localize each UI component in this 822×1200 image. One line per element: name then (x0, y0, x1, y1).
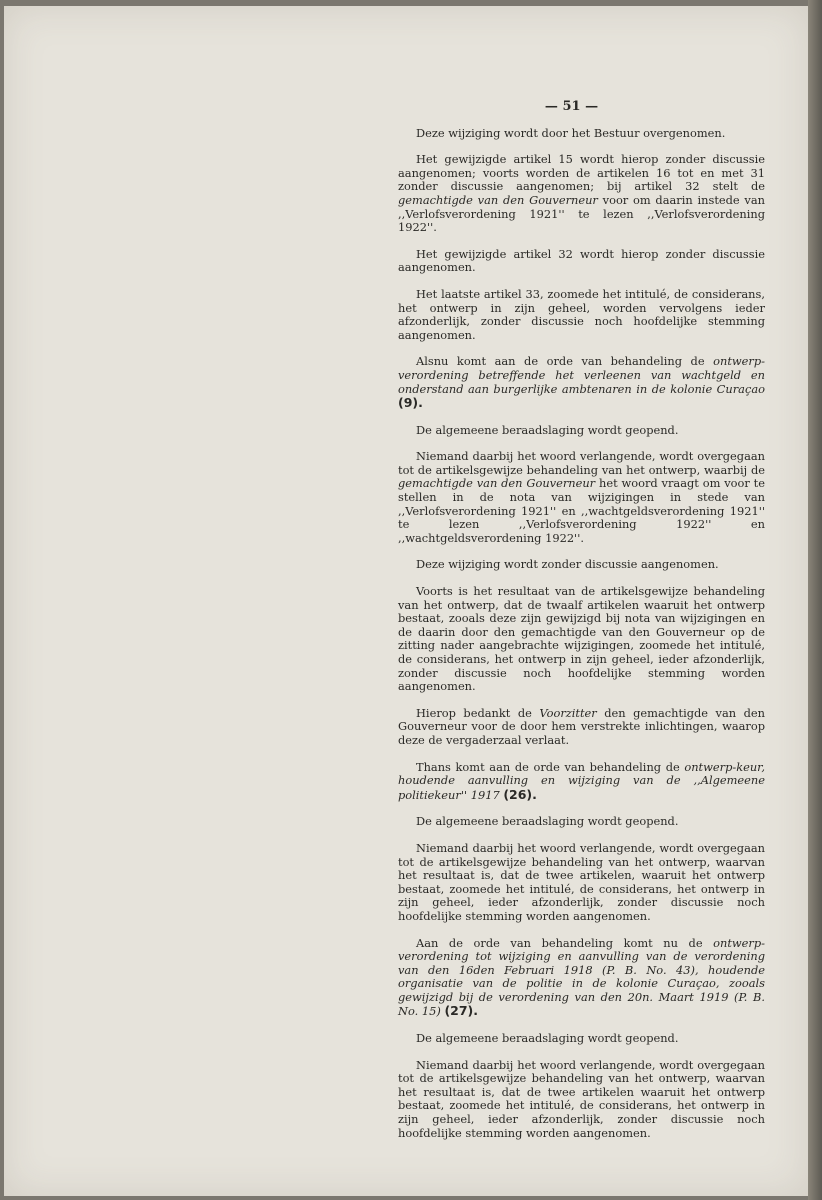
italic-title: ontwerp-verordening tot wijziging en aanvulling van de verordening van den 16den Februari 1918 (P. B. No. 43), houdende organisatie van de politie in de kolonie Curaçao, zooals gewijzigd bij de verordening van den 20n. Maart 1919 (P. B. No. 15) (398, 935, 765, 1019)
item-number: (9). (398, 395, 423, 411)
scan-edge (808, 0, 822, 1200)
paragraph-2: Het gewijzigde artikel 15 wordt hierop zonder discussie aangenomen; voorts worden de artikelen 16 tot en met 31 zonder discussie aangenomen; bij artikel 32 stelt de gemachtigde van den Gouverneur voor om daarin instede van ,,Verlofsverordening 1921'' te lezen ,,Verlofsverordening 1922''. (398, 152, 765, 235)
paragraph-12: De algemeene beraadslaging wordt geopend. (416, 814, 679, 829)
item-number: (26). (503, 786, 537, 802)
paragraph-5: Alsnu komt aan de orde van behandeling de ontwerp-verordening betreffende het verleenen van wachtgeld en onderstand aan burgerlijke ambtenaren in de kolonie Curaçao (9). (398, 354, 765, 411)
italic-title: ontwerp-keur, houdende aanvulling en wijziging van de ,,Algemeene politiekeur'' 1917 (398, 759, 765, 802)
italic-title: ontwerp-verordening betreffende het verleenen van wachtgeld en onderstand aan burgerlijke ambtenaren in de kolonie Curaçao (398, 354, 765, 396)
paragraph-13: Niemand daarbij het woord verlangende, wordt overgegaan tot de artikelsgewijze behandeling van het ontwerp, waarvan het resultaat is, dat de twee artikelen, waaruit het ontwerp bestaat, zoomede het intitulé, de considerans, het ontwerp in zijn geheel, ieder afzonderlijk, zonder discussie noch hoofdelijke stemming worden aangenomen. (398, 840, 765, 923)
paragraph-6: De algemeene beraadslaging wordt geopend. (416, 422, 679, 437)
paragraph-3: Het gewijzigde artikel 32 wordt hierop zonder discussie aangenomen. (398, 246, 765, 275)
paragraph-8: Deze wijziging wordt zonder discussie aangenomen. (416, 557, 719, 572)
paragraph-14: Aan de orde van behandeling komt nu de ontwerp-verordening tot wijziging en aanvulling van de verordening van den 16den Februari 1918 (P. B. No. 43), houdende organisatie van de politie in de kolonie Curaçao, zooals gewijzigd bij de verordening van den 20n. Maart 1919 (P. B. No. 15) (27). (398, 935, 765, 1019)
paragraph-16: Niemand daarbij het woord verlangende, wordt overgegaan tot de artikelsgewijze behandeling van het ontwerp, waarvan het resultaat is, dat de twee artikelen waaruit het ontwerp bestaat, zoomede het intitulé, de considerans, het ontwerp in zijn geheel, ieder afzonderlijk, zonder discussie noch hoofdelijke stemming worden aangenomen. (398, 1057, 765, 1140)
paragraph-15: De algemeene beraadslaging wordt geopend. (416, 1031, 679, 1046)
paragraph-1: Deze wijziging wordt door het Bestuur overgenomen. (416, 125, 726, 140)
italic-phrase: Voorzitter (539, 705, 597, 720)
paragraph-7: Niemand daarbij het woord verlangende, wordt overgegaan tot de artikelsgewijze behandeling van het ontwerp, waarbij de gemachtigde van den Gouverneur het woord vraagt om voor te stellen in de nota van wijzigingen in stede van ,,Verlofsverordening 1921'' en ,,wachtgeldsverordening 1921'' te lezen ,,Verlofsverordening 1922'' en ,,wachtgeldsverordening 1922''. (398, 449, 765, 545)
paragraph-10: Hierop bedankt de Voorzitter den gemachtigde van den Gouverneur voor de door hem verstrekte inlichtingen, waarop deze de vergaderzaal verlaat. (398, 705, 765, 747)
paragraph-11: Thans komt aan de orde van behandeling de ontwerp-keur, houdende aanvulling en wijziging van de ,,Algemeene politiekeur'' 1917 (26). (398, 759, 765, 802)
italic-phrase: gemachtigde van den Gouverneur (398, 192, 598, 207)
item-number: (27). (444, 1003, 479, 1019)
text-column (398, 100, 765, 1153)
paragraph-9: Voorts is het resultaat van de artikelsgewijze behandeling van het ontwerp, dat de twaalf artikelen waaruit het ontwerp bestaat, zooals deze zijn gewijzigd bij nota van wijzigingen en de daarin door den gemachtigde van den Gouverneur op de zitting nader aangebrachte wijzigingen, zoomede het intitulé, de considerans, het ontwerp in zijn geheel, ieder afzonderlijk, zonder discussie noch hoofdelijke stemming worden aangenomen. (398, 584, 765, 694)
paragraph-4: Het laatste artikel 33, zoomede het intitulé, de considerans, het ontwerp in zijn geheel, worden vervolgens ieder afzonderlijk, zonder discussie noch hoofdelijke stemming aangenomen. (398, 286, 765, 342)
italic-phrase: gemachtigde van den Gouverneur (398, 476, 596, 491)
page-number: — 51 — (544, 99, 599, 114)
